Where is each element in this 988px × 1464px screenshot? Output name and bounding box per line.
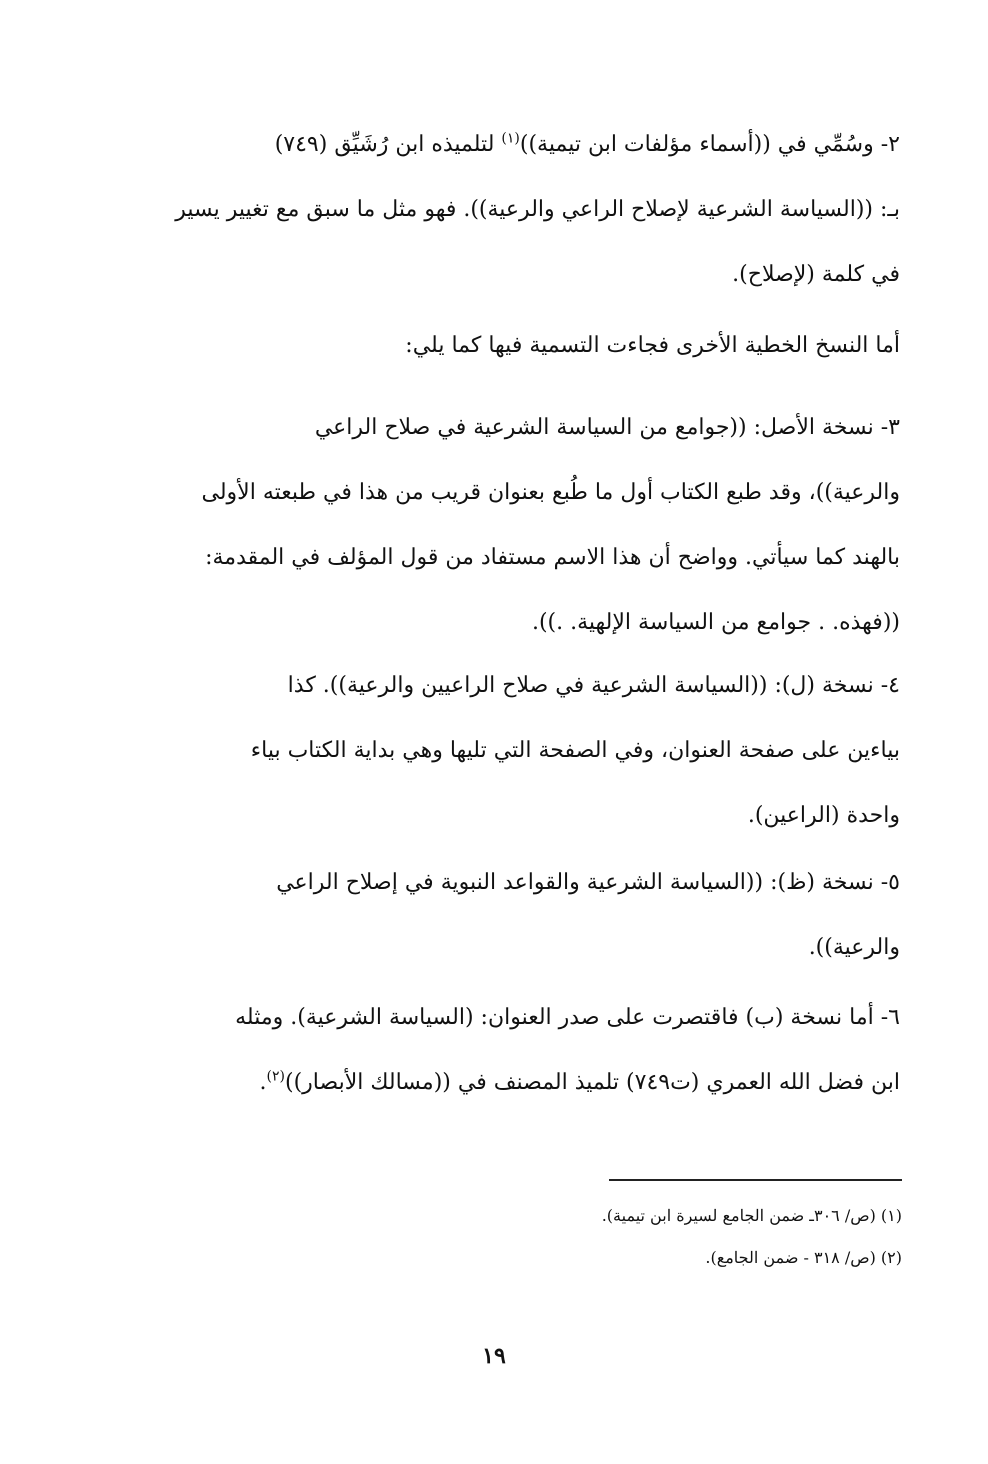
- footnote-2: (٢) (ص/ ٣١٨ - ضمن الجامع).: [705, 1248, 902, 1267]
- paragraph-naming-2: [110, 112, 900, 307]
- text-line: في كلمة (لإصلاح).: [732, 262, 900, 287]
- paragraph-naming-4: [110, 653, 900, 848]
- text-line: ((فهذه. . جوامع من السياسة الإلهية. .)).: [531, 610, 900, 635]
- line-text: لتلميذه ابن رُشَيِّق (٧٤٩): [274, 132, 495, 157]
- text-line: بالهند كما سيأتي. وواضح أن هذا الاسم مستفاد من قول المؤلف في المقدمة:: [205, 545, 900, 570]
- footnote-1: (١) (ص/ ٣٠٦ـ ضمن الجامع لسيرة ابن تيمية).: [601, 1206, 902, 1225]
- text-line: والرعية)).: [808, 935, 900, 960]
- line-text: .: [259, 1070, 267, 1095]
- line-text: ٢- وسُمِّي في ((أسماء مؤلفات ابن تيمية)): [519, 132, 900, 157]
- paragraph-naming-5: [110, 850, 900, 980]
- footnote-divider: [609, 1179, 902, 1181]
- paragraph-naming-6: [110, 985, 900, 1115]
- paragraph-naming-3: [110, 395, 900, 655]
- text-line: أما النسخ الخطية الأخرى فجاءت التسمية فيها كما يلي:: [405, 333, 900, 358]
- paragraph-other-manuscripts: [110, 313, 900, 378]
- footnote-reference: (٢): [266, 1068, 286, 1085]
- text-line: والرعية))، وقد طبع الكتاب أول ما طُبع بعنوان قريب من هذا في طبعته الأولى: [201, 480, 900, 505]
- text-line: ٤- نسخة (ل): ((السياسة الشرعية في صلاح الراعيين والرعية)). كذا: [287, 673, 900, 698]
- page-number: ١٩: [482, 1343, 506, 1369]
- text-line: بياءين على صفحة العنوان، وفي الصفحة التي تليها وهي بداية الكتاب بياء: [250, 738, 900, 763]
- text-line: ٥- نسخة (ظ): ((السياسة الشرعية والقواعد النبوية في إصلاح الراعي: [276, 870, 900, 895]
- footnote-reference: (١): [501, 130, 520, 147]
- text-line: [110, 1050, 900, 1115]
- line-text: ابن فضل الله العمري (ت٧٤٩) تلميذ المصنف في ((مسالك الأبصار)): [285, 1070, 900, 1095]
- footnotes: [470, 1195, 902, 1279]
- text-line: واحدة (الراعين).: [747, 803, 900, 828]
- text-line: [110, 112, 900, 177]
- text-line: ٣- نسخة الأصل: ((جوامع من السياسة الشرعية في صلاح الراعي: [314, 415, 900, 440]
- text-line: ٦- أما نسخة (ب) فاقتصرت على صدر العنوان: (السياسة الشرعية). ومثله: [235, 1005, 900, 1030]
- text-line: بـ: ((السياسة الشرعية لإصلاح الراعي والرعية)). فهو مثل ما سبق مع تغيير يسير: [175, 197, 900, 222]
